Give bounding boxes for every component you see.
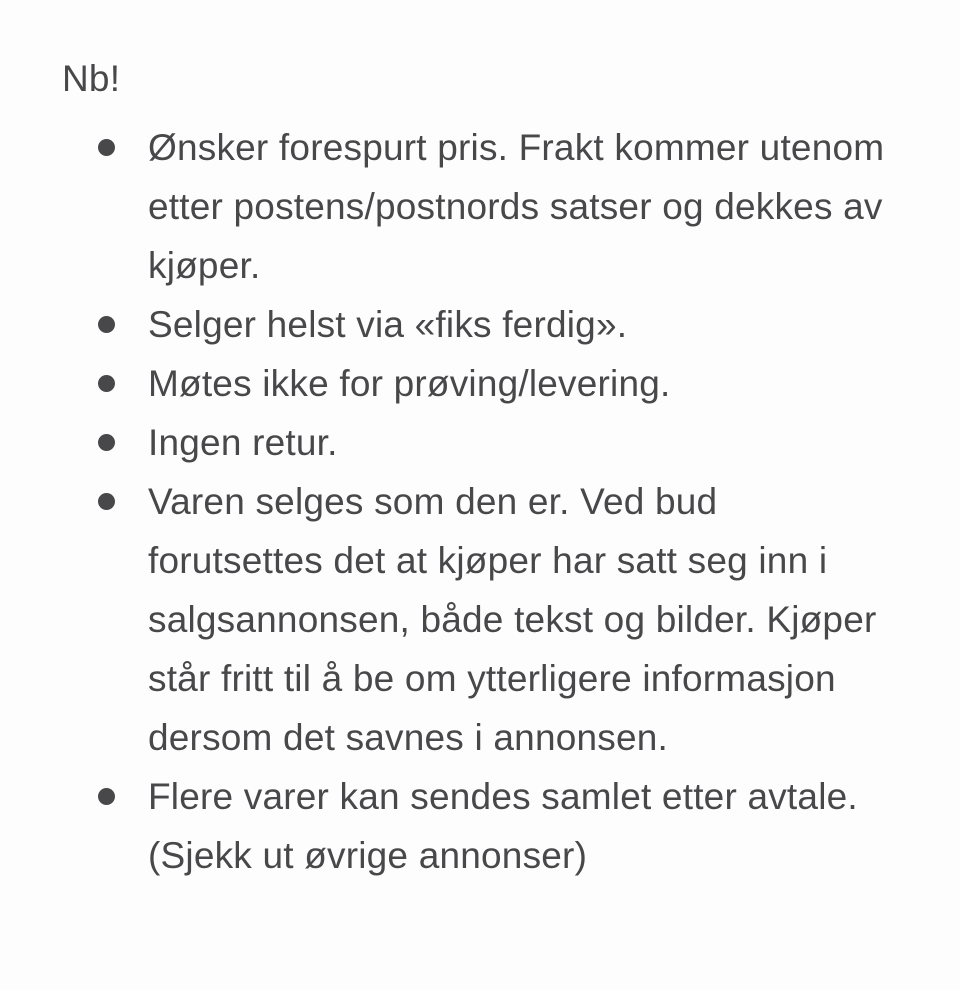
list-item-text: Ønsker forespurt pris. Frakt kommer utenom etter postens/postnords satser og dekkes av kjøper. [148,127,885,286]
bullet-icon [98,493,115,510]
list-item [62,767,888,885]
bullet-icon [98,434,115,451]
bullet-icon [98,375,115,392]
bullet-icon [98,139,115,156]
list-item-text: Ingen retur. [148,422,338,463]
list-item-text: Selger helst via «fiks ferdig». [148,304,628,345]
note-heading: Nb! [62,58,121,99]
list-item-text: Flere varer kan sendes samlet etter avtale. (Sjekk ut øvrige annonser) [148,776,858,876]
bullet-icon [98,788,115,805]
list-item [62,413,888,472]
note-list [62,118,894,885]
list-item [62,295,888,354]
list-item [62,118,888,295]
list-item [62,354,888,413]
list-item-text: Varen selges som den er. Ved bud forutsettes det at kjøper har satt seg inn i salgsannonsen, både tekst og bilder. Kjøper står fritt til å be om ytterligere informasjon dersom det savnes i annonsen. [148,481,877,758]
list-item-text: Møtes ikke for prøving/levering. [148,363,671,404]
list-item [62,472,888,767]
bullet-icon [98,316,115,333]
